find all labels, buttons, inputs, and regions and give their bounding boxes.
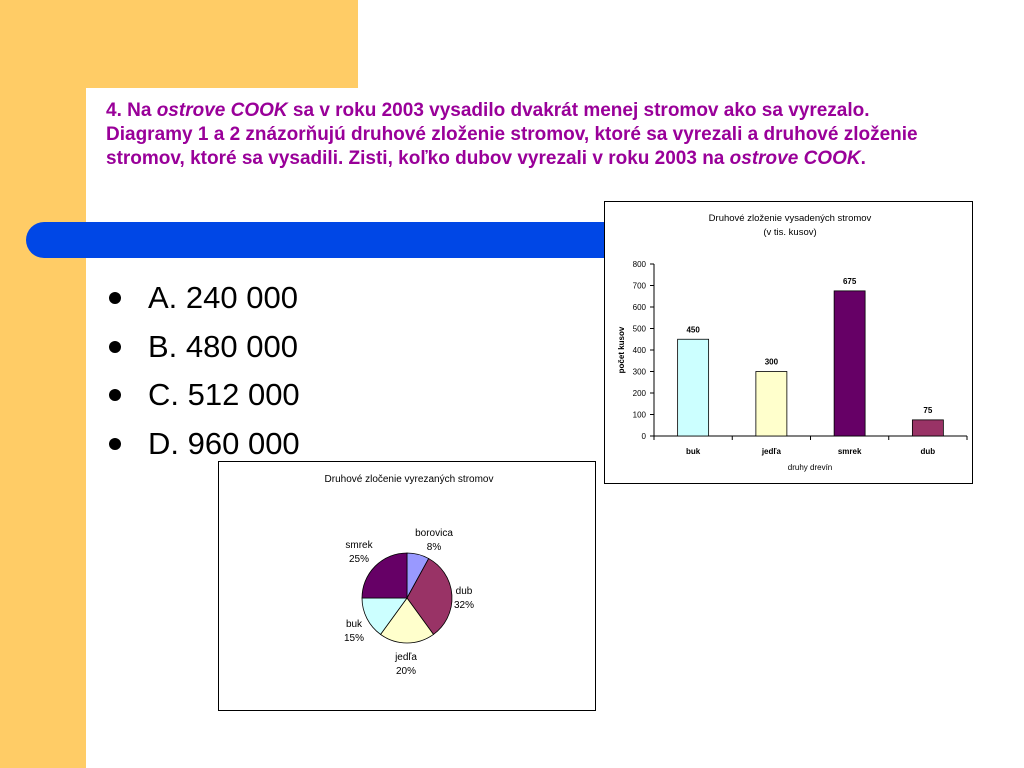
x-category-label: buk: [686, 447, 701, 456]
answer-option-b[interactable]: [105, 323, 300, 372]
bar-data-label: 300: [764, 357, 779, 367]
pie-chart-panel: [218, 461, 596, 711]
y-tick-label: 800: [632, 260, 646, 269]
pie-slice-percent: 15%: [343, 633, 365, 644]
answer-label: C. 512 000: [148, 377, 300, 412]
answer-label: B. 480 000: [148, 328, 298, 364]
bar-smrek: [834, 291, 865, 436]
question-part-3: .: [860, 148, 866, 169]
island-name-2: ostrove COOK: [729, 148, 861, 169]
pie-slice-percent: 8%: [426, 542, 442, 553]
bar-dub: [912, 420, 943, 436]
left-sidebar-band: [0, 0, 86, 768]
x-category-label: dub: [920, 447, 936, 456]
answer-option-a[interactable]: [105, 274, 300, 323]
pie-slice-label: buk: [345, 619, 363, 630]
pie-chart-title: Druhové zločenie vyrezaných stromov: [324, 474, 494, 485]
bar-data-label: 450: [686, 325, 700, 335]
bar-chart: [605, 202, 972, 483]
answer-list: [105, 274, 300, 468]
question-part-2: sa v roku 2003 vysadilo dvakrát menej stromov ako sa vyrezalo. Diagramy 1 a 2 znázorňujú druhové zloženie stromov, ktoré sa vyrezali a druhové zloženie stromov, ktoré sa vysadili. Zisti, koľko dubov vyrezali v roku 2003 na: [106, 100, 918, 169]
bullet-icon: [109, 292, 121, 304]
top-accent-block: [0, 0, 358, 88]
bullet-icon: [109, 389, 121, 401]
y-tick-label: 500: [632, 324, 646, 334]
bar-data-label: 75: [923, 405, 933, 415]
y-tick-label: 300: [632, 367, 646, 377]
pie-chart: [219, 462, 595, 710]
title-underline-bar: [26, 222, 626, 258]
question-part-1: 4. Na: [106, 100, 157, 121]
bullet-icon: [109, 438, 121, 450]
y-tick-label: 0: [641, 432, 646, 441]
pie-slice-label: jedľa: [395, 652, 417, 663]
y-tick-label: 200: [632, 389, 646, 398]
pie-slice-label: borovica: [415, 528, 453, 539]
bar-chart-title: Druhové zloženie vysadených stromov: [708, 213, 872, 224]
y-tick-label: 100: [632, 410, 646, 420]
bar-data-label: 675: [842, 276, 857, 286]
pie-slice-percent: 20%: [395, 666, 417, 677]
pie-slice-label: smrek: [345, 540, 373, 551]
x-category-label: jedľa: [761, 447, 781, 456]
x-category-label: smrek: [837, 447, 862, 456]
bar-chart-ylabel: počet kusov: [617, 326, 626, 374]
bar-chart-panel: [604, 201, 973, 484]
bullet-icon: [109, 341, 121, 353]
y-tick-label: 400: [632, 346, 646, 355]
y-tick-label: 600: [632, 303, 646, 312]
answer-label: A. 240 000: [148, 280, 298, 315]
question-text: [106, 99, 936, 171]
answer-option-c[interactable]: [105, 371, 300, 420]
island-name-1: ostrove COOK: [156, 100, 288, 121]
bar-buk: [678, 339, 709, 436]
answer-label: D. 960 000: [148, 425, 300, 461]
pie-slice-percent: 25%: [348, 554, 370, 565]
y-tick-label: 700: [632, 281, 646, 291]
pie-slice-percent: 32%: [453, 600, 475, 611]
bar-jedľa: [756, 372, 787, 437]
pie-slice-label: dub: [455, 586, 473, 597]
bar-chart-subtitle: (v tis. kusov): [763, 227, 817, 238]
bar-chart-xlabel: druhy drevín: [787, 463, 833, 472]
